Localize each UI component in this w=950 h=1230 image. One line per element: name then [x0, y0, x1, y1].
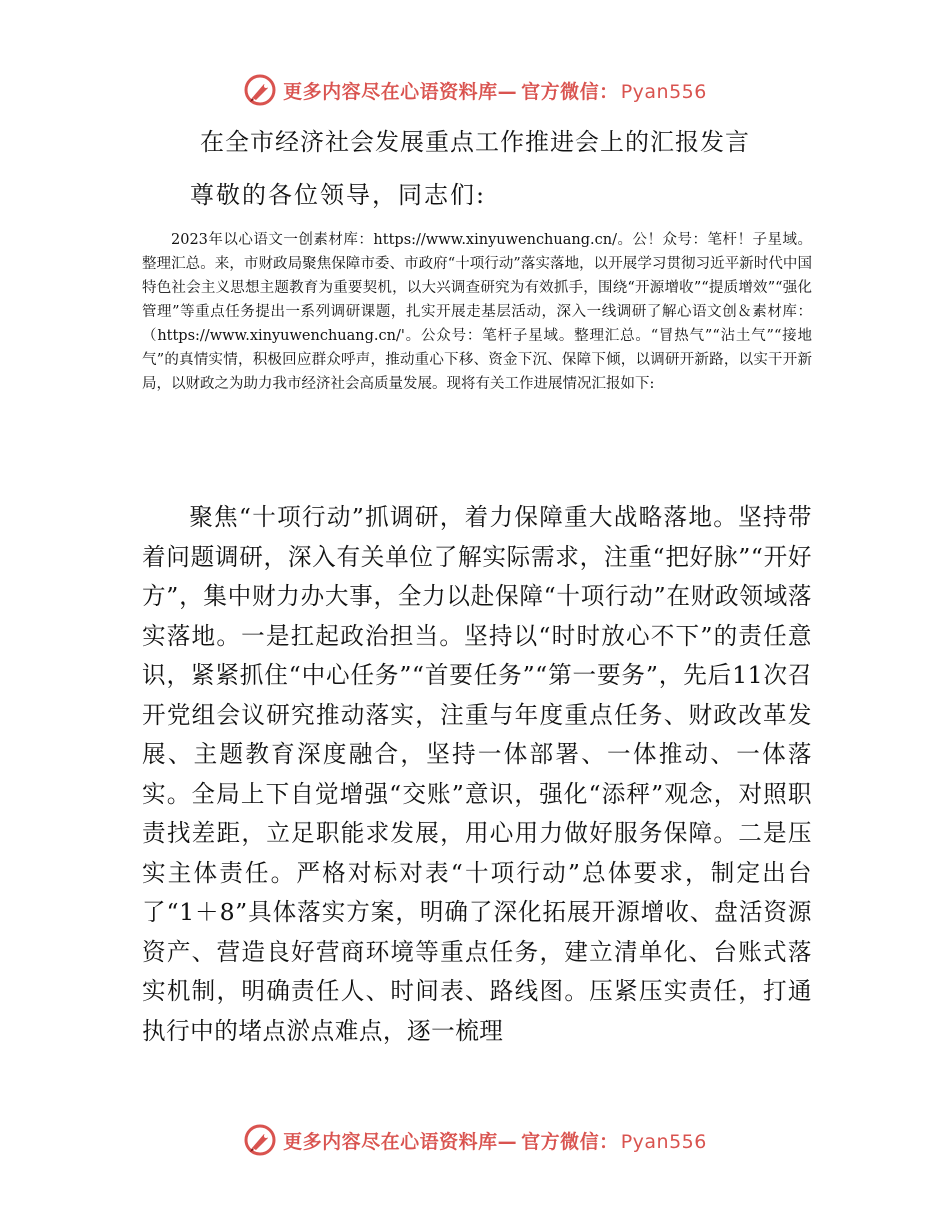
banner-wechat-id: Pyan556 [620, 80, 707, 103]
banner-wechat-id: Pyan556 [620, 1130, 707, 1153]
banner-wechat-label: 官方微信： [521, 1130, 619, 1153]
pen-logo-icon [243, 73, 277, 107]
banner-slogan: 更多内容尽在心语资料库— [283, 1130, 518, 1153]
header-banner [0, 70, 950, 110]
document-title: 在全市经济社会发展重点工作推进会上的汇报发言 [200, 128, 750, 156]
banner-wechat-label: 官方微信： [521, 80, 619, 103]
banner-slogan: 更多内容尽在心语资料库— [283, 80, 518, 103]
pen-logo-icon [243, 1123, 277, 1157]
intro-paragraph: 2023年以心语文一创素材库：https://www.xinyuwenchuang.cn/。公！众号：笔杆！子星域。整理汇总。来，市财政局聚焦保障市委、市政府“十项行动”落实落地，以开展学习贯彻习近平新时代中国特色社会主义思想主题教育为重要契机，以大兴调查研究为有效抓手，围绕“开源增收”“提质增效”“强化管理”等重点任务提出一系列调研课题，扎实开展走基层活动，深入一线调研了解心语文创＆素材库：（https://www.xinyuwenchuang.cn/'。公众号：笔杆子星域。整理汇总。“冒热气”“沾土气”“接地气”的真情实情，积极回应群众呼声，推动重心下移、资金下沉、保障下倾，以调研开新路，以实干开新局，以财政之为助力我市经济社会高质量发展。现将有关工作进展情况汇报如下: [142, 232, 812, 392]
body-paragraph: 聚焦“十项行动”抓调研，着力保障重大战略落地。坚持带着问题调研，深入有关单位了解实际需求，注重“把好脉”“开好方”，集中财力办大事，全力以赴保障“十项行动”在财政领域落实落地。一是扛起政治担当。坚持以“时时放心不下”的责任意识，紧紧抓住“中心任务”“首要任务”“第一要务”，先后11次召开党组会议研究推动落实，注重与年度重点任务、财政改革发展、主题教育深度融合，坚持一体部署、一体推动、一体落实。全局上下自觉增强“交账”意识，强化“添秤”观念，对照职责找差距，立足职能求发展，用心用力做好服务保障。二是压实主体责任。严格对标对表“十项行动”总体要求，制定出台了“1＋8”具体落实方案，明确了深化拓展开源增收、盘活资源资产、营造良好营商环境等重点任务，建立清单化、台账式落实机制，明确责任人、时间表、路线图。压紧压实责任，打通执行中的堵点淤点难点，逐一梳理 [142, 503, 812, 1045]
greeting: 尊敬的各位领导，同志们: [190, 181, 487, 209]
footer-banner [0, 1120, 950, 1160]
